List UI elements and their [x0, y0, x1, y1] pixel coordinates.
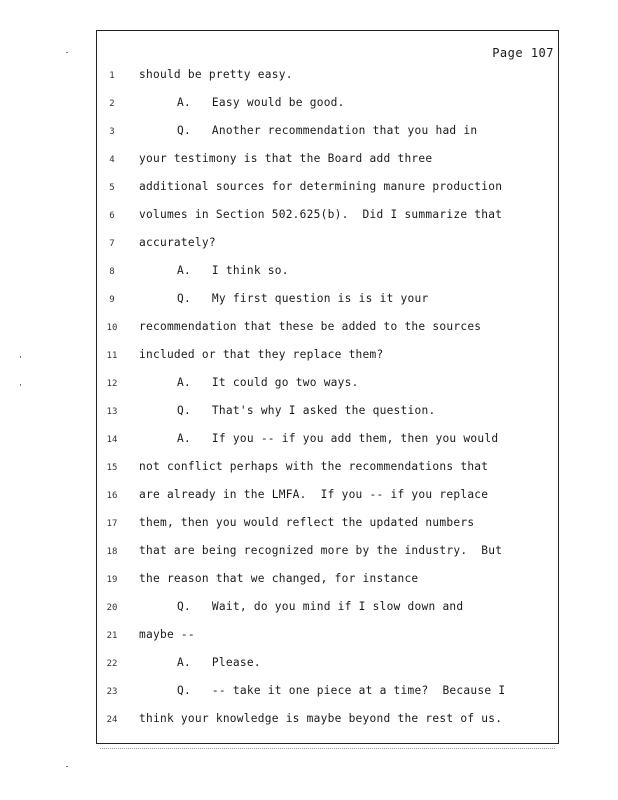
line-text: Q. My first question is is it your: [177, 292, 429, 305]
line-number: 3: [109, 127, 115, 137]
line-text: recommendation that these be added to the sources: [139, 320, 482, 333]
transcript-line: [97, 598, 560, 618]
transcript-line: [97, 234, 560, 254]
line-number: 23: [106, 687, 118, 697]
line-text: A. Easy would be good.: [177, 96, 345, 109]
line-number: 21: [106, 631, 118, 641]
line-text: them, then you would reflect the updated numbers: [139, 516, 475, 529]
line-number: 2: [109, 99, 115, 109]
transcript-line: [97, 150, 560, 170]
line-text: Q. Another recommendation that you had in: [177, 124, 478, 137]
line-number: 9: [109, 295, 115, 305]
transcript-line: [97, 514, 560, 534]
scan-speck: [66, 766, 68, 767]
line-number: 7: [109, 239, 115, 249]
scan-edge-artifact: [100, 748, 555, 751]
line-text: the reason that we changed, for instance: [139, 572, 419, 585]
transcript-line: [97, 570, 560, 590]
transcript-frame: [96, 30, 559, 744]
transcript-line: [97, 206, 560, 226]
line-text: included or that they replace them?: [139, 348, 384, 361]
line-text: Q. -- take it one piece at a time? Because I: [177, 684, 506, 697]
line-text: Q. Wait, do you mind if I slow down and: [177, 600, 464, 613]
line-number: 10: [106, 323, 118, 333]
transcript-line: [97, 430, 560, 450]
line-text: A. If you -- if you add them, then you would: [177, 432, 499, 445]
line-text: additional sources for determining manure production: [139, 180, 503, 193]
transcript-line: [97, 318, 560, 338]
transcript-line: [97, 654, 560, 674]
transcript-line: [97, 290, 560, 310]
line-text: not conflict perhaps with the recommendations that: [139, 460, 489, 473]
transcript-line: [97, 122, 560, 142]
transcript-line: [97, 66, 560, 86]
line-number: 17: [106, 519, 118, 529]
line-number: 19: [106, 575, 118, 585]
line-number: 6: [109, 211, 115, 221]
line-number: 15: [106, 463, 118, 473]
scan-speck: [66, 52, 68, 53]
line-number: 11: [106, 351, 118, 361]
line-text: are already in the LMFA. If you -- if you replace: [139, 488, 489, 501]
line-text: accurately?: [139, 236, 216, 249]
line-text: your testimony is that the Board add three: [139, 152, 433, 165]
line-number: 20: [106, 603, 118, 613]
line-text: maybe --: [139, 628, 195, 641]
line-number: 18: [106, 547, 118, 557]
line-text: A. It could go two ways.: [177, 376, 359, 389]
transcript-line: [97, 178, 560, 198]
line-number: 13: [106, 407, 118, 417]
line-number: 16: [106, 491, 118, 501]
page-number: Page 107: [492, 46, 554, 60]
transcript-line: [97, 486, 560, 506]
transcript-line: [97, 402, 560, 422]
transcript-line: [97, 346, 560, 366]
transcript-line: [97, 542, 560, 562]
line-text: think your knowledge is maybe beyond the rest of us.: [139, 712, 503, 725]
line-text: volumes in Section 502.625(b). Did I summarize that: [139, 208, 503, 221]
line-number: 1: [109, 71, 115, 81]
line-number: 22: [106, 659, 118, 669]
transcript-line: [97, 374, 560, 394]
transcript-line: [97, 262, 560, 282]
line-text: that are being recognized more by the industry. But: [139, 544, 503, 557]
line-number: 24: [106, 715, 118, 725]
line-number: 14: [106, 435, 118, 445]
line-number: 4: [109, 155, 115, 165]
transcript-line: [97, 94, 560, 114]
scan-speck: [20, 384, 21, 386]
line-number: 5: [109, 183, 115, 193]
transcript-line: [97, 682, 560, 702]
line-text: A. Please.: [177, 656, 261, 669]
line-text: should be pretty easy.: [139, 68, 293, 81]
line-number: 12: [106, 379, 118, 389]
transcript-line: [97, 458, 560, 478]
transcript-line: [97, 710, 560, 730]
transcript-line: [97, 626, 560, 646]
line-number: 8: [109, 267, 115, 277]
scan-speck: [20, 356, 21, 358]
line-text: A. I think so.: [177, 264, 289, 277]
line-text: Q. That's why I asked the question.: [177, 404, 436, 417]
